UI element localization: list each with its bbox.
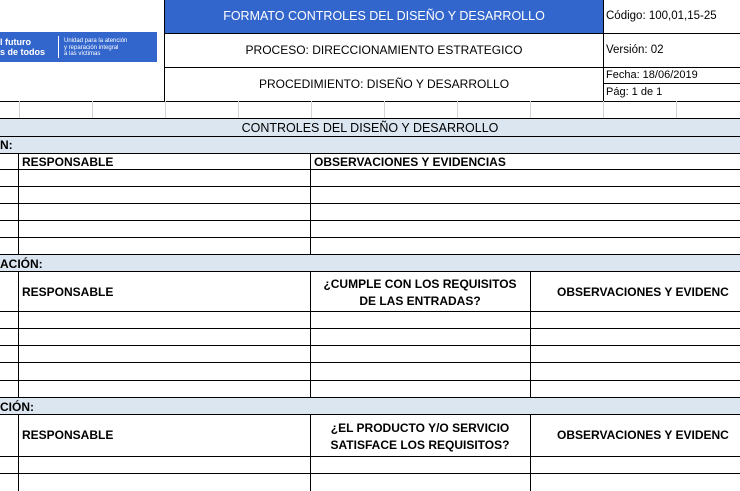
institution-logo (0, 32, 157, 62)
section2-label: ACIÓN: (0, 257, 43, 271)
table-col-border (18, 414, 19, 491)
table-row-border (0, 186, 740, 187)
section3-label: CIÓN: (0, 400, 34, 414)
table-row-border (0, 203, 740, 204)
logo-separator (58, 36, 59, 58)
table-row-border (0, 345, 740, 346)
gridline (19, 101, 20, 118)
table-col-border (530, 414, 531, 491)
table-row-border (0, 362, 740, 363)
gridline (457, 101, 458, 118)
document-title: FORMATO CONTROLES DEL DISEÑO Y DESARROLLO (223, 9, 545, 23)
section1-band (0, 137, 740, 153)
header-border (164, 67, 740, 68)
proceso-label: PROCESO: DIRECCIONAMIENTO ESTRATEGICO (245, 43, 523, 57)
logo-line1: l futuro (0, 37, 31, 47)
section3-col-responsable: RESPONSABLE (22, 428, 114, 442)
section3-col-observaciones: OBSERVACIONES Y EVIDENC (557, 428, 729, 442)
logo-text1: Unidad para la atención (64, 38, 128, 44)
logo-line2: s de todos (0, 47, 46, 57)
table-border (0, 311, 740, 312)
table-border (0, 169, 740, 170)
table-border (0, 118, 740, 119)
section3-col-producto-l1: ¿EL PRODUCTO Y/O SERVICIO (330, 421, 510, 435)
section3-col-producto-l2: SATISFACE LOS REQUISITOS? (330, 438, 510, 452)
section2-band (0, 255, 740, 271)
table-border (0, 271, 740, 272)
gridline (384, 101, 385, 118)
header-border (164, 33, 740, 34)
table-border (0, 456, 740, 457)
logo-text3: a las víctimas (64, 51, 101, 57)
section2-col-observaciones: OBSERVACIONES Y EVIDENC (557, 285, 729, 299)
gridline (165, 101, 166, 118)
header-border (603, 0, 604, 101)
header-border (0, 101, 740, 102)
gridline (238, 101, 239, 118)
table-col-border (310, 414, 311, 491)
gridline (603, 101, 604, 118)
table-col-border (18, 153, 19, 254)
gridline (530, 101, 531, 118)
main-title: CONTROLES DEL DISEÑO Y DESARROLLO (241, 121, 499, 135)
procedimiento-label: PROCEDIMIENTO: DISEÑO Y DESARROLLO (258, 77, 510, 91)
header-border (164, 0, 165, 101)
header-border (603, 83, 740, 84)
table-row-border (0, 473, 740, 474)
logo-text2: y reparación integral (64, 44, 119, 51)
section2-col-cumple-l1: ¿CUMPLE CON LOS REQUISITOS (323, 277, 517, 291)
table-row-border (0, 220, 740, 221)
section1-col-observaciones: OBSERVACIONES Y EVIDENCIAS (314, 155, 506, 169)
section2-col-responsable: RESPONSABLE (22, 285, 114, 299)
section3-band (0, 398, 740, 414)
fecha-label: Fecha: 18/06/2019 (606, 69, 698, 81)
table-border (0, 153, 740, 154)
table-col-border (310, 271, 311, 397)
section1-col-responsable: RESPONSABLE (22, 155, 114, 169)
pagina-label: Pág: 1 de 1 (606, 86, 663, 98)
table-row-border (0, 380, 740, 381)
version-label: Versión: 02 (606, 44, 664, 56)
table-col-border (310, 153, 311, 254)
codigo-label: Código: 100,01,15-25 (606, 10, 717, 22)
gridline (311, 101, 312, 118)
table-row-border (0, 237, 740, 238)
table-border (0, 414, 740, 415)
gridline (676, 101, 677, 118)
table-row-border (0, 328, 740, 329)
section1-label: N: (0, 138, 13, 152)
gridline (92, 101, 93, 118)
section2-col-cumple-l2: DE LAS ENTRADAS? (359, 294, 481, 308)
table-col-border (530, 271, 531, 397)
table-col-border (18, 271, 19, 397)
